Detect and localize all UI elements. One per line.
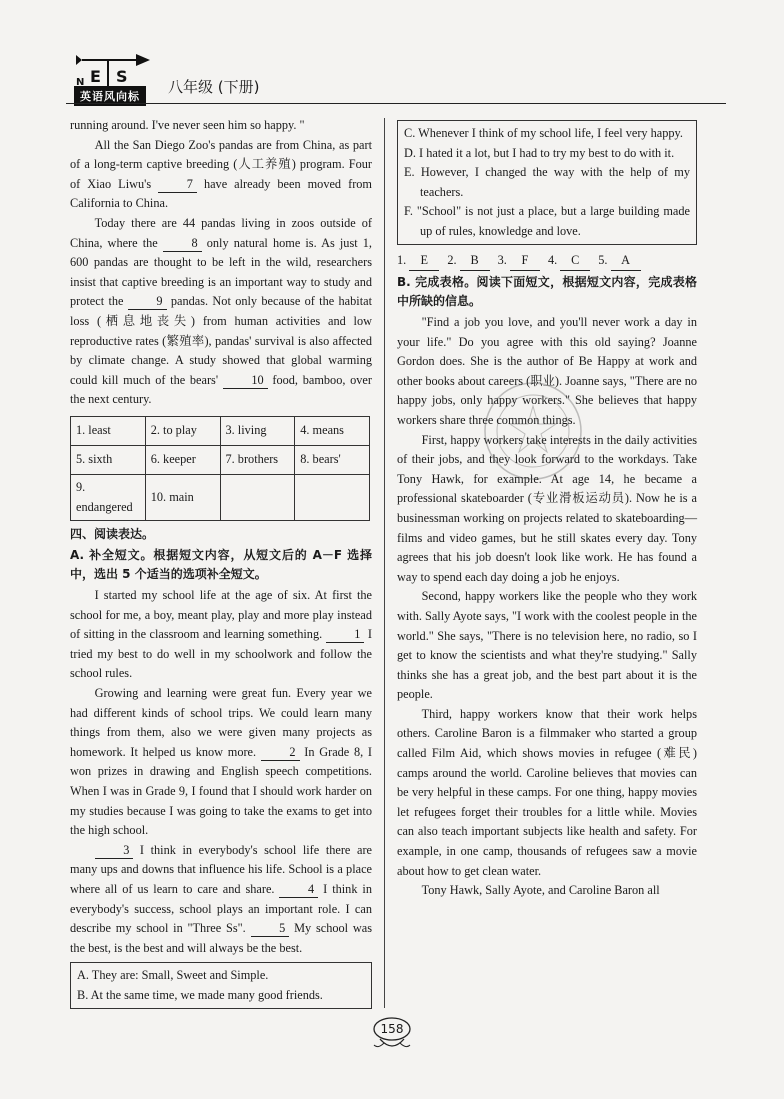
sub-a-title: A. 补全短文。根据短文内容，从短文后的 A－F 选择中，选出 5 个适当的选项补全短文。 [70, 548, 372, 582]
table-cell: 10. main [145, 474, 220, 520]
paragraph-text: Growing and learning were great fun. Every year we had different kinds of school trips. We could learn many things from them, also we were given many projects as homework. It helped us know more. [70, 686, 372, 759]
answer-blank[interactable]: 1 [326, 627, 365, 643]
word-bank-table [70, 416, 370, 521]
paragraph-text: My school was the best, is the best and will always be the best. [70, 921, 372, 955]
paragraph-text: Today there are 44 pandas living in zoos outside of China, where the [70, 215, 372, 250]
paragraph [70, 214, 372, 410]
header-divider [66, 103, 726, 104]
answer-blank[interactable]: 5 [251, 921, 290, 937]
answer-item [447, 251, 489, 271]
table-cell: 4. means [295, 416, 370, 445]
answer-value[interactable]: B [460, 251, 490, 271]
option-item: E. However, I changed the way with the help of my teachers. [404, 165, 690, 199]
table-row [71, 416, 370, 445]
paragraph-text: food, bamboo, over the next century. [70, 372, 372, 407]
paragraph-text: All the San Diego Zoo's pandas are from China, as part of a long-term captive breeding (人工养殖) program. Four of Xiao Liwu's [70, 137, 372, 191]
table-cell: 2. to play [145, 416, 220, 445]
table-cell: 9. endangered [71, 474, 146, 520]
answer-number: 2. [447, 253, 457, 267]
table-cell: 5. sixth [71, 445, 146, 474]
options-box-cf [397, 120, 697, 245]
table-row [71, 445, 370, 474]
paragraph: "Find a job you love, and you'll never work a day in your life." Do you agree with this old saying? Joanne Gordon does. She is the author of Be Happy at work and other books about careers (职业). Joanne says, "There are no happy jobs, only happy workers." She believes that happy workers share three common things. [397, 315, 697, 427]
svg-text:S: S [116, 67, 128, 86]
option-item: C. Whenever I think of my school life, I feel very happy. [404, 126, 683, 140]
paragraph: First, happy workers take interests in the daily activities of their jobs, and they look forward to the workdays. Take Tony Hawk, for example. At age 14, he became a professional skateboarder (专业滑板运动员). Now he is a businessman working on projects related to skateboarding—films and video games, but he still skates every day. Tony agrees that his job doesn't look like work. He has found a way to spend each day doing a job he enjoys. [397, 432, 697, 584]
options-box-ab [70, 962, 372, 1009]
paragraph [70, 116, 372, 136]
right-column [397, 120, 697, 901]
answer-item [397, 251, 439, 271]
table-row [71, 474, 370, 520]
column-divider [384, 118, 385, 1008]
answer-value[interactable]: C [560, 251, 590, 271]
answer-item [498, 251, 540, 271]
option-item: A. They are: Small, Sweet and Simple. [77, 968, 269, 983]
option-item: F. "School" is not just a place, but a large building made up of rules, knowledge and love. [404, 204, 690, 238]
answer-value[interactable]: A [611, 251, 641, 271]
answer-blank[interactable]: 8 [163, 236, 202, 252]
answer-blank[interactable]: 3 [95, 843, 134, 859]
svg-text:E: E [90, 67, 101, 86]
paragraph-text: I think in everybody's school life there are many ups and downs that influence his life. School is a place where all of us learn to care and share. [70, 842, 372, 896]
weathervane-icon [76, 52, 154, 86]
left-column [70, 116, 372, 1009]
paragraph [70, 136, 372, 214]
answer-value[interactable]: E [409, 251, 439, 271]
answer-value[interactable]: F [510, 251, 540, 271]
option-item: D. I hated it a lot, but I had to try my best to do with it. [404, 145, 675, 160]
section-title: 四、阅读表达。 [70, 527, 155, 542]
paragraph: Tony Hawk, Sally Ayote, and Caroline Baron all [421, 883, 660, 898]
paragraph-text: In Grade 8, I won prizes in drawing and English speech competitions. When I was in Grade 9, I found that I should work harder on my studies because I was going to take the exams to get into the high school. [70, 744, 372, 838]
page-header [66, 50, 726, 106]
answer-row [397, 251, 697, 271]
paragraph: Third, happy workers know that their work helps others. Caroline Baron is a filmmaker who started a group called Film Aid, which shows movies in refugee (难民) camps around the world. Caroline believes that movies can be very helpful in these camps. For one thing, happy movies let refugees forget their troubles for a little while. Movies can also teach important subjects like health and safety. For example, in one camp, thousands of refugees saw a movie about how to get clean water. [397, 706, 697, 878]
watermark-stamp-icon [478, 376, 588, 486]
answer-number: 4. [547, 253, 558, 267]
table-cell: 1. least [71, 416, 146, 445]
table-cell: 7. brothers [220, 445, 295, 474]
answer-item [598, 251, 640, 271]
table-cell [295, 474, 370, 520]
grade-label: 八年级 (下册) [168, 78, 260, 96]
answer-number: 3. [497, 253, 507, 267]
paragraph-text: I started my school life at the age of six. At first the school for me, a boy, meant play, play and more play instead of sitting in the classroom and learning something. [70, 588, 372, 642]
passage-continued [70, 116, 372, 410]
answer-blank[interactable]: 10 [223, 373, 268, 389]
paragraph-text: I think in everybody's success, school plays an important role. I can describe my school in "Three Ss". [70, 882, 372, 936]
paragraph: Second, happy workers like the people who they work with. Sally Ayote says, "I work with the coolest people in the world." She says, "There is no television here, no radio, so I get to know the scientists and what they're studying." Sally thinks she has a great job, and the best part about it is the people. [397, 589, 697, 702]
answer-blank[interactable]: 9 [128, 294, 167, 310]
table-cell [220, 474, 295, 520]
answer-blank[interactable]: 4 [279, 882, 318, 898]
paragraph-text: have already been moved from California to China. [70, 176, 372, 211]
paragraph-text: running around. I've never seen him so happy. " [70, 118, 305, 132]
answer-number: 1. [397, 253, 407, 267]
passage-a [70, 586, 372, 958]
answer-number: 5. [598, 253, 608, 267]
brand-label: 英语风向标 [74, 86, 146, 106]
paragraph [70, 586, 372, 684]
table-cell: 3. living [220, 416, 295, 445]
paragraph-text: only natural home is. As just 1, 600 pandas are thought to be left in the wild, researchers insist that captive breeding is an important way to study and protect the [70, 235, 372, 309]
sub-b-title: B. 完成表格。阅读下面短文，根据短文内容，完成表格中所缺的信息。 [397, 275, 697, 308]
paragraph [70, 841, 372, 959]
paragraph [70, 684, 372, 841]
answer-item [548, 251, 590, 271]
table-cell: 8. bears' [295, 445, 370, 474]
svg-text:N: N [76, 77, 85, 86]
table-cell: 6. keeper [145, 445, 220, 474]
option-item: B. At the same time, we made many good friends. [77, 987, 323, 1002]
answer-blank[interactable]: 7 [158, 177, 197, 193]
answer-blank[interactable]: 2 [261, 745, 300, 761]
paragraph-text: pandas. Not only because of the habitat loss (栖息地丧失) from human activities and low reproductive rates (繁殖率), pandas' survival is also affected by climate change. A study showed that global warming could kill much of the bears' [70, 294, 372, 387]
page-number: 158 [380, 1022, 404, 1036]
paragraph-text: I tried my best to do well in my schoolwork and follow the school rules. [70, 627, 373, 681]
